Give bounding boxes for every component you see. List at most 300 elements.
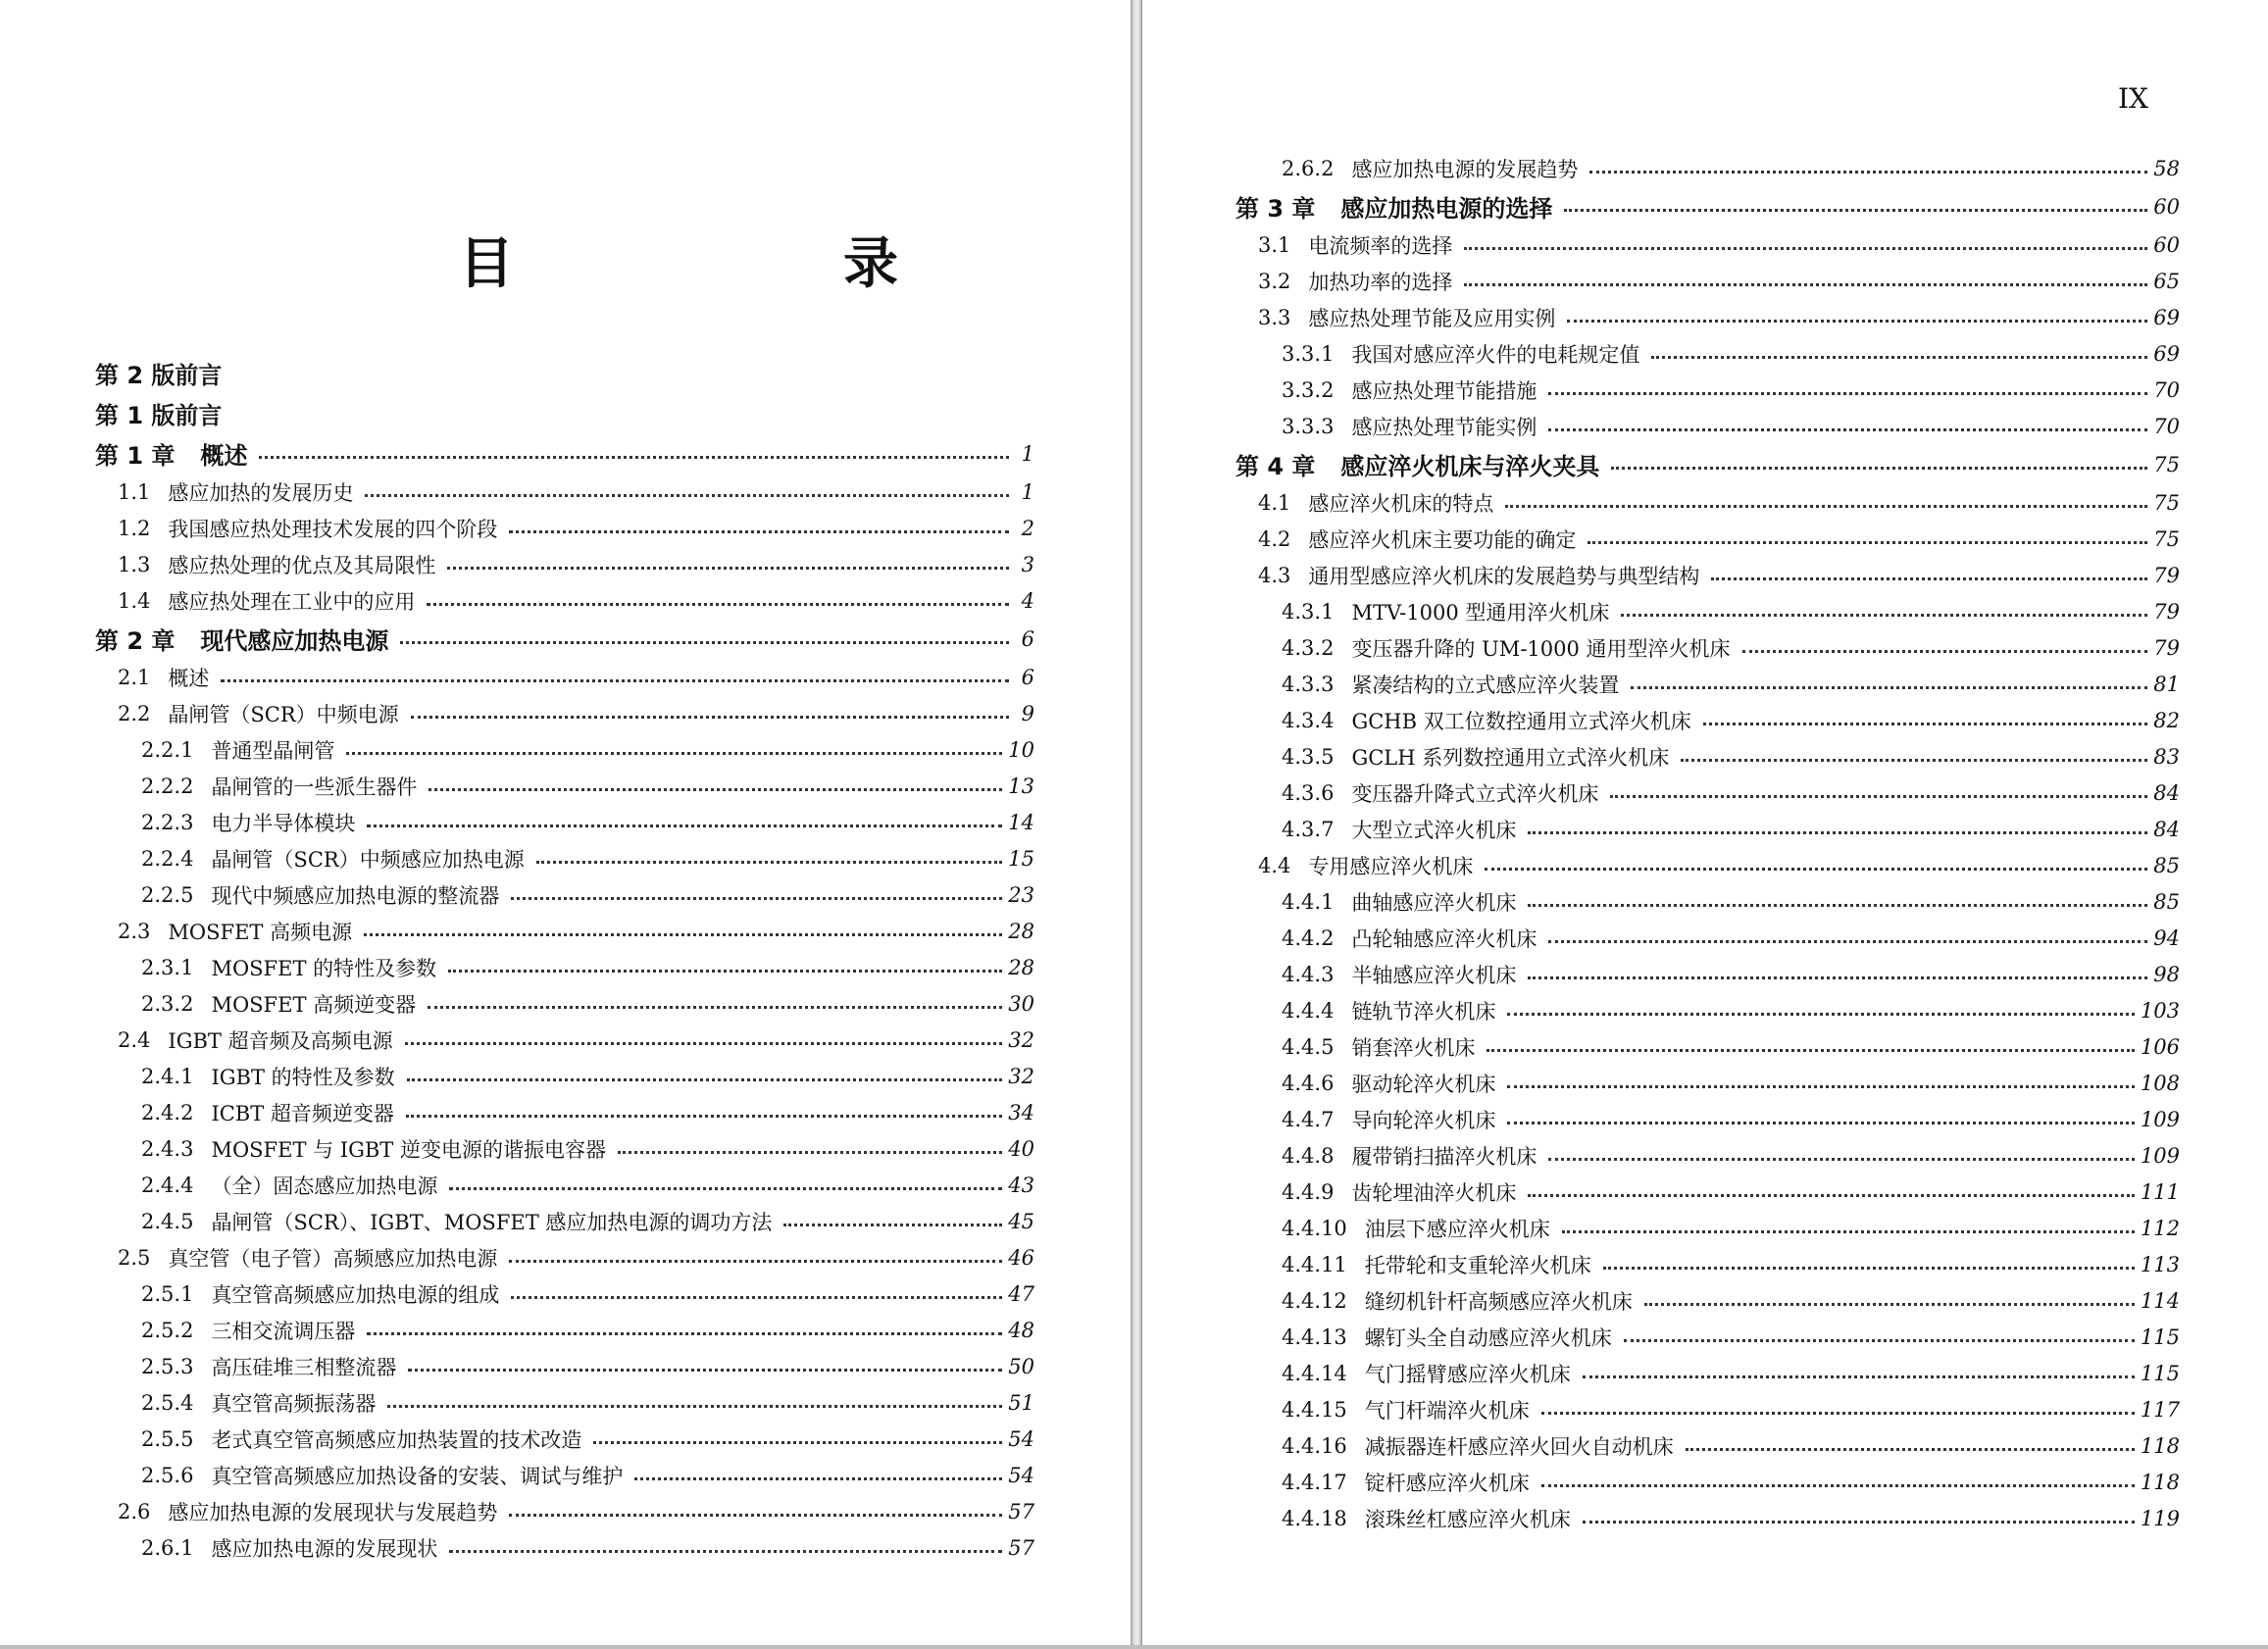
toc-entry-page: 51 xyxy=(1008,1390,1034,1415)
toc-entry-page: 115 xyxy=(2140,1324,2180,1349)
toc-entry[interactable] xyxy=(1235,1319,2180,1355)
toc-entry-title: 气门摇臂感应淬火机床 xyxy=(1364,1362,1571,1386)
toc-dot-leader xyxy=(1548,392,2147,395)
toc-dot-leader xyxy=(405,1042,1003,1045)
toc-entry-number: 4.4.16 xyxy=(1282,1433,1347,1458)
toc-entry-number: 4.3.1 xyxy=(1282,599,1335,624)
toc-entry[interactable] xyxy=(1235,738,2180,775)
toc-entry[interactable] xyxy=(95,840,1034,876)
toc-entry-number: 4.4.3 xyxy=(1282,962,1335,986)
toc-dot-leader xyxy=(783,1224,1002,1226)
toc-entry-number: 2.5.6 xyxy=(141,1463,194,1487)
toc-entry-page: 75 xyxy=(2153,452,2180,476)
toc-dot-leader xyxy=(1507,1013,2134,1016)
toc-dot-leader xyxy=(593,1441,1002,1444)
toc-dot-leader xyxy=(509,1514,1002,1517)
toc-entry-page: 75 xyxy=(2153,526,2180,551)
toc-entry[interactable] xyxy=(95,876,1034,913)
toc-dot-leader xyxy=(1644,1303,2135,1306)
toc-dot-leader xyxy=(427,603,1009,606)
toc-entry-number: 2.3.1 xyxy=(141,955,194,979)
toc-entry-number: 2.3.2 xyxy=(141,991,194,1016)
toc-entry-page: 28 xyxy=(1008,955,1034,979)
toc-entry-number: 3.2 xyxy=(1258,269,1291,293)
toc-dot-leader xyxy=(618,1151,1002,1154)
toc-entry[interactable] xyxy=(1235,226,2180,263)
toc-entry[interactable] xyxy=(1235,335,2180,372)
toc-entry[interactable] xyxy=(1235,920,2180,956)
toc-dot-leader xyxy=(407,1078,1003,1081)
toc-entry-title: 减振器连杆感应淬火回火自动机床 xyxy=(1364,1434,1674,1459)
toc-entry[interactable] xyxy=(1235,629,2180,666)
toc-entry[interactable] xyxy=(95,1421,1034,1457)
toc-entry-title: 锭杆感应淬火机床 xyxy=(1364,1471,1530,1495)
toc-entry[interactable] xyxy=(95,582,1034,619)
toc-entry-number: 4.3.7 xyxy=(1282,817,1335,841)
toc-entry[interactable] xyxy=(1235,484,2180,521)
toc-entry-number: 1.2 xyxy=(118,516,151,540)
toc-entry[interactable] xyxy=(95,619,1034,659)
toc-entry-title: 感应加热电源的发展现状与发展趋势 xyxy=(168,1500,498,1524)
toc-dot-leader xyxy=(509,530,1009,533)
toc-dot-leader xyxy=(1528,904,2147,907)
toc-entry-number: 4.3.4 xyxy=(1282,708,1335,732)
toc-entry-title: 真空管（电子管）高频感应加热电源 xyxy=(168,1246,498,1271)
toc-entry-title: 第 1 版前言 xyxy=(95,402,223,429)
toc-entry-number: 2.2.1 xyxy=(141,737,194,762)
toc-entry-number: 1.3 xyxy=(118,552,151,576)
toc-entry-title: 感应加热的发展历史 xyxy=(168,480,354,505)
toc-entry-title: MTV-1000 型通用淬火机床 xyxy=(1351,600,1610,625)
toc-entry-title: 概述 xyxy=(200,442,248,470)
toc-entry-page: 60 xyxy=(2153,194,2180,219)
toc-entry-title: MOSFET 的特性及参数 xyxy=(211,956,437,980)
toc-entry[interactable] xyxy=(95,1058,1034,1094)
toc-entry[interactable] xyxy=(1235,521,2180,557)
toc-dot-leader xyxy=(428,788,1002,791)
toc-dot-leader xyxy=(365,494,1009,497)
toc-entry-title: 现代中频感应加热电源的整流器 xyxy=(211,883,500,908)
toc-list-right xyxy=(1235,150,2180,1536)
toc-entry-title: 气门杆端淬火机床 xyxy=(1364,1398,1530,1423)
toc-dot-leader xyxy=(408,1369,1002,1372)
toc-dot-leader xyxy=(509,1260,1002,1263)
toc-entry-page: 34 xyxy=(1008,1100,1034,1124)
toc-entry[interactable] xyxy=(1235,1355,2180,1391)
toc-entry-title: 感应热处理在工业中的应用 xyxy=(168,589,416,614)
toc-entry-page: 32 xyxy=(1008,1027,1034,1052)
toc-entry[interactable] xyxy=(1235,1246,2180,1282)
toc-entry-number: 2.4.2 xyxy=(141,1100,194,1124)
toc-entry-page: 106 xyxy=(2140,1034,2180,1059)
toc-entry-page: 6 xyxy=(1021,665,1034,689)
toc-entry-number: 2.5.2 xyxy=(141,1318,194,1342)
toc-entry-title: 变压器升降的 UM-1000 通用型淬火机床 xyxy=(1351,636,1731,661)
toc-entry-number: 4.1 xyxy=(1258,490,1291,515)
toc-entry-number: 3.1 xyxy=(1258,232,1291,257)
toc-entry[interactable] xyxy=(95,433,1034,474)
toc-dot-leader xyxy=(1548,1158,2134,1161)
toc-entry-title: 老式真空管高频感应加热装置的技术改造 xyxy=(211,1427,582,1452)
toc-dot-leader xyxy=(1464,283,2147,286)
toc-entry-number: 2.4.4 xyxy=(141,1173,194,1197)
toc-entry-number: 3.3 xyxy=(1258,305,1291,329)
toc-entry[interactable] xyxy=(95,768,1034,804)
toc-entry-page: 69 xyxy=(2153,305,2180,329)
toc-dot-leader xyxy=(1507,1122,2134,1124)
toc-dot-leader xyxy=(221,679,1009,682)
toc-dot-leader xyxy=(364,933,1002,936)
toc-entry-page: 48 xyxy=(1008,1318,1034,1342)
toc-entry-number: 4.4.2 xyxy=(1282,925,1335,950)
toc-entry[interactable] xyxy=(95,1094,1034,1130)
toc-entry-title: 感应淬火机床的特点 xyxy=(1308,491,1494,516)
toc-entry[interactable] xyxy=(95,1457,1034,1493)
toc-entry[interactable] xyxy=(95,1203,1034,1239)
toc-entry[interactable] xyxy=(1235,847,2180,883)
toc-entry[interactable] xyxy=(1235,408,2180,444)
toc-entry[interactable] xyxy=(1235,1464,2180,1500)
toc-dot-leader xyxy=(1464,247,2147,250)
toc-entry[interactable] xyxy=(95,546,1034,582)
toc-entry-number: 2.6.1 xyxy=(141,1535,194,1560)
toc-entry-title: 概述 xyxy=(168,666,210,690)
toc-entry[interactable] xyxy=(95,731,1034,768)
toc-entry-page: 70 xyxy=(2153,377,2180,402)
toc-entry-number: 4.4.5 xyxy=(1282,1034,1335,1059)
toc-entry-title: 齿轮埋油淬火机床 xyxy=(1351,1180,1517,1205)
toc-entry-page: 117 xyxy=(2140,1397,2180,1422)
toc-entry[interactable] xyxy=(95,1384,1034,1421)
toc-entry-number: 2.2 xyxy=(118,701,151,725)
toc-dot-leader xyxy=(1621,614,2147,617)
toc-entry-page: 58 xyxy=(2153,156,2180,180)
toc-dot-leader xyxy=(536,861,1003,864)
toc-entry[interactable] xyxy=(1235,956,2180,992)
toc-dot-leader xyxy=(1589,171,2147,174)
toc-entry-number: 4.4.6 xyxy=(1282,1071,1335,1095)
toc-entry[interactable] xyxy=(1235,1065,2180,1101)
toc-dot-leader xyxy=(406,1115,1002,1118)
toc-entry-page: 84 xyxy=(2153,817,2180,841)
toc-entry-number: 4.2 xyxy=(1258,526,1291,551)
toc-entry[interactable] xyxy=(95,393,1034,433)
toc-entry-title: 曲轴感应淬火机床 xyxy=(1351,890,1517,915)
toc-entry-page: 43 xyxy=(1008,1173,1034,1197)
toc-entry-number: 第 3 章 xyxy=(1235,195,1316,223)
toc-dot-leader xyxy=(1611,467,2147,470)
toc-entry-title: 晶闸管的一些派生器件 xyxy=(211,775,418,799)
toc-dot-leader xyxy=(387,1405,1002,1408)
toc-dot-leader xyxy=(1528,831,2147,834)
toc-entry-page: 28 xyxy=(1008,919,1034,943)
toc-entry-title: 感应热处理节能措施 xyxy=(1351,378,1537,403)
toc-dot-leader xyxy=(1588,541,2147,544)
toc-entry-page: 79 xyxy=(2153,563,2180,587)
toc-entry[interactable] xyxy=(95,1239,1034,1275)
toc-dot-leader xyxy=(1631,686,2147,689)
toc-entry-title: 现代感应加热电源 xyxy=(200,627,389,655)
toc-entry-page: 85 xyxy=(2153,853,2180,877)
toc-entry-title: 链轨节淬火机床 xyxy=(1351,999,1496,1024)
toc-entry-title: 导向轮淬火机床 xyxy=(1351,1108,1496,1132)
toc-entry[interactable] xyxy=(1235,992,2180,1028)
toc-entry-number: 2.4.1 xyxy=(141,1064,194,1088)
toc-entry-page: 57 xyxy=(1008,1499,1034,1524)
toc-entry-page: 79 xyxy=(2153,635,2180,660)
toc-entry-title: 感应加热电源的发展现状 xyxy=(211,1536,438,1561)
toc-entry-title: MOSFET 与 IGBT 逆变电源的谐振电容器 xyxy=(211,1137,606,1162)
toc-entry-page: 115 xyxy=(2140,1361,2180,1385)
toc-entry[interactable] xyxy=(95,804,1034,840)
toc-entry-page: 1 xyxy=(1021,441,1034,466)
toc-entry[interactable] xyxy=(1235,263,2180,299)
toc-entry-title: 凸轮轴感应淬火机床 xyxy=(1351,926,1537,951)
toc-entry-number: 4.3 xyxy=(1258,563,1291,587)
toc-entry-number: 2.3 xyxy=(118,919,151,943)
toc-entry-title: IGBT 超音频及高频电源 xyxy=(168,1028,393,1053)
toc-entry-page: 81 xyxy=(2153,672,2180,696)
toc-entry[interactable] xyxy=(95,949,1034,985)
toc-dot-leader xyxy=(1686,1448,2135,1451)
toc-entry-title: 我国对感应淬火件的电耗规定值 xyxy=(1351,342,1640,367)
toc-entry-number: 2.4 xyxy=(118,1027,151,1052)
toc-entry-page: 118 xyxy=(2140,1433,2180,1458)
toc-entry-page: 119 xyxy=(2140,1506,2180,1530)
toc-entry-title: 感应加热电源的选择 xyxy=(1340,195,1553,223)
toc-entry[interactable] xyxy=(95,1312,1034,1348)
toc-entry-number: 4.4.4 xyxy=(1282,998,1335,1023)
toc-entry-page: 45 xyxy=(1008,1209,1034,1233)
toc-dot-leader xyxy=(1610,795,2147,798)
toc-dot-leader xyxy=(1487,1049,2134,1052)
toc-entry[interactable] xyxy=(1235,1282,2180,1319)
toc-list-left xyxy=(95,353,1034,1566)
toc-entry-number: 4.4.18 xyxy=(1282,1506,1347,1530)
toc-entry-page: 94 xyxy=(2153,925,2180,950)
toc-entry-title: 三相交流调压器 xyxy=(211,1319,356,1343)
toc-entry[interactable] xyxy=(95,1130,1034,1167)
toc-dot-leader xyxy=(449,1550,1002,1553)
toc-entry[interactable] xyxy=(95,1348,1034,1384)
toc-entry[interactable] xyxy=(95,353,1034,393)
toc-entry[interactable] xyxy=(95,913,1034,949)
toc-entry-page: 50 xyxy=(1008,1354,1034,1378)
toc-entry-title: 真空管高频振荡器 xyxy=(211,1391,377,1416)
toc-dot-leader xyxy=(1548,428,2147,431)
toc-entry-page: 83 xyxy=(2153,744,2180,769)
toc-entry-page: 40 xyxy=(1008,1136,1034,1161)
toc-entry-title: 电力半导体模块 xyxy=(211,811,356,835)
left-page xyxy=(0,0,1131,1649)
toc-entry[interactable] xyxy=(1235,299,2180,335)
toc-entry[interactable] xyxy=(95,510,1034,546)
right-page xyxy=(1142,0,2268,1649)
toc-entry-number: 4.4.11 xyxy=(1282,1252,1347,1276)
toc-entry[interactable] xyxy=(1235,1210,2180,1246)
toc-entry[interactable] xyxy=(95,1275,1034,1312)
toc-entry-title: 电流频率的选择 xyxy=(1308,233,1453,258)
toc-dot-leader xyxy=(1624,1339,2135,1342)
toc-entry-title: MOSFET 高频逆变器 xyxy=(211,992,417,1017)
toc-entry-page: 109 xyxy=(2140,1143,2180,1168)
toc-entry-title: 紧凑结构的立式感应淬火装置 xyxy=(1351,673,1620,697)
toc-entry[interactable] xyxy=(95,474,1034,510)
toc-entry-title: MOSFET 高频电源 xyxy=(168,920,353,944)
toc-entry-page: 1 xyxy=(1021,479,1034,504)
toc-entry-title: 通用型感应淬火机床的发展趋势与典型结构 xyxy=(1308,564,1700,588)
toc-entry-page: 111 xyxy=(2140,1179,2180,1204)
toc-entry-number: 2.6 xyxy=(118,1499,151,1524)
toc-entry-page: 13 xyxy=(1008,774,1034,798)
toc-entry-number: 4.4.8 xyxy=(1282,1143,1335,1168)
toc-entry-number: 3.3.1 xyxy=(1282,341,1335,366)
toc-entry-number: 4.4.14 xyxy=(1282,1361,1347,1385)
toc-entry[interactable] xyxy=(1235,1391,2180,1427)
toc-entry[interactable] xyxy=(1235,557,2180,593)
toc-entry-number: 4.3.3 xyxy=(1282,672,1335,696)
toc-entry[interactable] xyxy=(95,659,1034,695)
toc-entry-title: 普通型晶闸管 xyxy=(211,738,335,763)
toc-entry-page: 6 xyxy=(1021,626,1034,651)
toc-entry[interactable] xyxy=(1235,593,2180,629)
toc-entry-page: 23 xyxy=(1008,882,1034,907)
toc-entry-number: 第 4 章 xyxy=(1235,453,1316,480)
toc-entry-number: 3.3.2 xyxy=(1282,377,1335,402)
toc-entry-number: 2.5.3 xyxy=(141,1354,194,1378)
toc-entry-title: 感应热处理节能实例 xyxy=(1351,415,1537,439)
toc-entry-number: 2.1 xyxy=(118,665,151,689)
toc-entry-number: 1.1 xyxy=(118,479,151,504)
toc-entry-title: GCHB 双工位数控通用立式淬火机床 xyxy=(1351,709,1691,733)
toc-dot-leader xyxy=(447,567,1009,570)
toc-entry-page: 108 xyxy=(2140,1071,2180,1095)
toc-entry-number: 2.6.2 xyxy=(1282,156,1335,180)
toc-dot-leader xyxy=(1742,650,2148,653)
toc-entry[interactable] xyxy=(1235,1028,2180,1065)
toc-entry-page: 47 xyxy=(1008,1281,1034,1306)
toc-dot-leader xyxy=(367,1332,1002,1335)
toc-entry-page: 15 xyxy=(1008,846,1034,871)
toc-entry-page: 54 xyxy=(1008,1426,1034,1451)
toc-entry-title: （全）固态感应加热电源 xyxy=(211,1174,438,1198)
toc-dot-leader xyxy=(1711,577,2147,580)
toc-entry-number: 第 2 章 xyxy=(95,627,176,655)
toc-entry[interactable] xyxy=(95,1022,1034,1058)
toc-entry-number: 4.3.2 xyxy=(1282,635,1335,660)
toc-entry-title: 感应加热电源的发展趋势 xyxy=(1351,157,1579,181)
toc-entry-page: 69 xyxy=(2153,341,2180,366)
toc-entry[interactable] xyxy=(95,695,1034,731)
toc-dot-leader xyxy=(511,897,1002,900)
toc-entry-page: 9 xyxy=(1021,701,1034,725)
toc-entry-title: 大型立式淬火机床 xyxy=(1351,818,1517,842)
toc-entry-page: 98 xyxy=(2153,962,2180,986)
toc-dot-leader xyxy=(511,1296,1002,1299)
toc-entry[interactable] xyxy=(95,1529,1034,1566)
toc-dot-leader xyxy=(1548,940,2147,943)
toc-entry-number: 4.3.6 xyxy=(1282,780,1335,805)
toc-entry-title: ICBT 超音频逆变器 xyxy=(211,1101,394,1125)
toc-entry[interactable] xyxy=(1235,702,2180,738)
toc-entry-number: 2.4.5 xyxy=(141,1209,194,1233)
toc-dot-leader xyxy=(1681,759,2147,762)
toc-entry-title: 我国感应热处理技术发展的四个阶段 xyxy=(168,517,498,541)
toc-entry[interactable] xyxy=(1235,666,2180,702)
toc-entry-number: 2.5 xyxy=(118,1245,151,1270)
toc-dot-leader xyxy=(449,1187,1002,1190)
toc-entry-title: 感应热处理的优点及其局限性 xyxy=(168,553,436,577)
toc-entry[interactable] xyxy=(1235,444,2180,484)
toc-entry-title: 履带销扫描淬火机床 xyxy=(1351,1144,1537,1169)
toc-entry-number: 4.4.13 xyxy=(1282,1324,1347,1349)
toc-dot-leader xyxy=(1651,356,2147,359)
toc-entry[interactable] xyxy=(1235,883,2180,920)
toc-entry-number: 2.5.5 xyxy=(141,1426,194,1451)
toc-entry-page: 65 xyxy=(2153,269,2180,293)
toc-entry-title: 晶闸管（SCR）中频电源 xyxy=(168,702,399,726)
toc-dot-leader xyxy=(259,456,1009,459)
toc-entry-number: 2.2.4 xyxy=(141,846,194,871)
toc-entry-page: 60 xyxy=(2153,232,2180,257)
toc-entry[interactable] xyxy=(1235,811,2180,847)
toc-entry[interactable] xyxy=(95,985,1034,1022)
toc-entry-title: 加热功率的选择 xyxy=(1308,270,1453,294)
page-number: IX xyxy=(2118,82,2148,115)
toc-entry[interactable] xyxy=(1235,186,2180,226)
toc-entry-number: 4.4.1 xyxy=(1282,889,1335,914)
toc-entry-title: 真空管高频感应加热电源的组成 xyxy=(211,1282,500,1307)
toc-entry[interactable] xyxy=(95,1493,1034,1529)
toc-entry-number: 4.4.10 xyxy=(1282,1216,1347,1240)
toc-entry[interactable] xyxy=(1235,1137,2180,1174)
toc-dot-leader xyxy=(346,752,1002,755)
toc-entry-title: 感应淬火机床主要功能的确定 xyxy=(1308,527,1577,552)
toc-dot-leader xyxy=(1583,1521,2135,1524)
toc-entry-title: 变压器升降式立式淬火机床 xyxy=(1351,781,1599,806)
toc-entry-number: 4.3.5 xyxy=(1282,744,1335,769)
toc-entry[interactable] xyxy=(1235,775,2180,811)
toc-dot-leader xyxy=(1507,1085,2134,1088)
toc-entry-title: 感应热处理节能及应用实例 xyxy=(1308,306,1556,330)
toc-entry[interactable] xyxy=(1235,372,2180,408)
toc-entry-title: 油层下感应淬火机床 xyxy=(1364,1217,1550,1241)
toc-dot-leader xyxy=(400,641,1009,644)
toc-entry[interactable] xyxy=(1235,1101,2180,1137)
toc-dot-leader xyxy=(411,716,1009,719)
toc-entry-page: 85 xyxy=(2153,889,2180,914)
toc-dot-leader xyxy=(1528,976,2147,979)
toc-entry[interactable] xyxy=(1235,1500,2180,1536)
toc-entry-page: 114 xyxy=(2140,1288,2180,1313)
toc-entry[interactable] xyxy=(1235,1427,2180,1464)
toc-entry-title: 晶闸管（SCR）中频感应加热电源 xyxy=(211,847,525,872)
toc-entry[interactable] xyxy=(1235,1174,2180,1210)
toc-entry-number: 2.2.2 xyxy=(141,774,194,798)
toc-entry-number: 4.4.12 xyxy=(1282,1288,1347,1313)
toc-entry-page: 10 xyxy=(1008,737,1034,762)
toc-dot-leader xyxy=(1564,209,2147,212)
toc-entry[interactable] xyxy=(95,1167,1034,1203)
toc-dot-leader xyxy=(367,824,1002,827)
bottom-edge xyxy=(0,1645,2268,1649)
toc-dot-leader xyxy=(1703,723,2148,725)
toc-entry-title: 高压硅堆三相整流器 xyxy=(211,1355,397,1379)
toc-entry-title: 感应淬火机床与淬火夹具 xyxy=(1340,453,1600,480)
toc-entry[interactable] xyxy=(1235,150,2180,186)
toc-dot-leader xyxy=(448,970,1002,973)
toc-entry-number: 4.4 xyxy=(1258,853,1291,877)
